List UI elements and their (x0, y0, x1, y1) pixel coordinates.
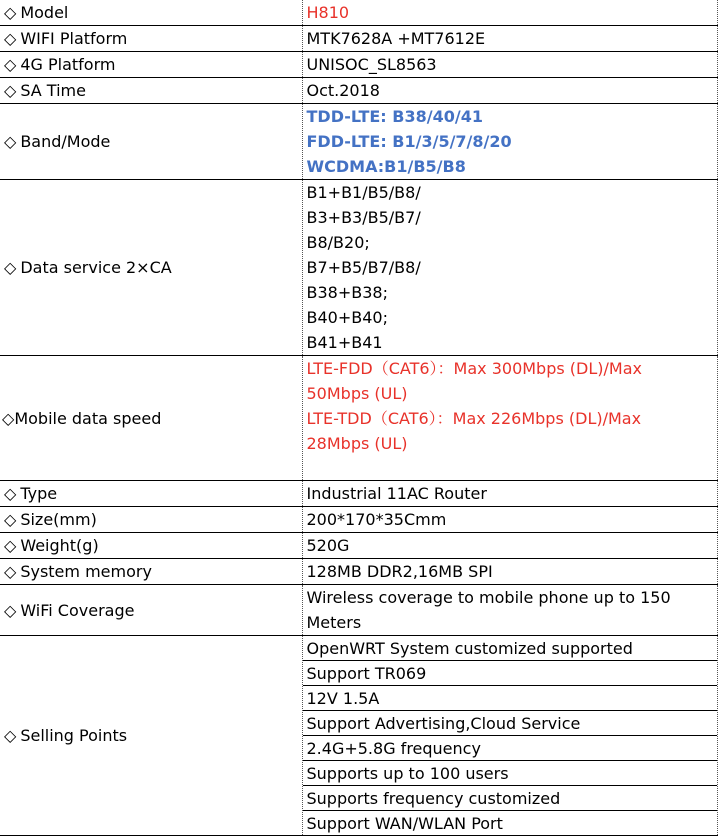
coverage-line: Meters (306, 613, 362, 632)
row-weight (0, 533, 717, 559)
4g-platform-value: UNISOC_SL8563 (302, 52, 717, 78)
sa-time-label: SA Time (20, 81, 86, 100)
ca-line: B41+B41 (306, 333, 383, 352)
model-value: H810 (302, 0, 717, 26)
ca-line: B8/B20; (306, 233, 370, 252)
4g-platform-label: 4G Platform (20, 55, 116, 74)
diamond-bullet-icon: ◇ (4, 258, 17, 277)
band-line: FDD-LTE: B1/3/5/7/8/20 (306, 132, 512, 151)
band-line: WCDMA:B1/B5/B8 (306, 157, 466, 176)
ca-line: B7+B5/B7/B8/ (306, 258, 421, 277)
speed-line: 50Mbps (UL) (306, 384, 408, 403)
ca-line: B1+B1/B5/B8/ (306, 183, 421, 202)
ca-line: B40+B40; (306, 308, 388, 327)
coverage-line: Wireless coverage to mobile phone up to 150 (306, 588, 671, 607)
diamond-bullet-icon: ◇ (4, 484, 17, 503)
row-sa-time (0, 78, 717, 104)
row-wifi-platform (0, 26, 717, 52)
diamond-bullet-icon: ◇ (4, 81, 17, 100)
type-label: Type (20, 484, 58, 503)
row-selling-points (0, 636, 717, 836)
speed-line: LTE-TDD（CAT6）：Max 226Mbps (DL)/Max (306, 409, 642, 428)
mobile-speed-value (302, 356, 717, 481)
speed-line: LTE-FDD（CAT6）：Max 300Mbps (DL)/Max (306, 359, 642, 378)
size-label: Size(mm) (20, 510, 97, 529)
selling-point: Supports frequency customized (303, 786, 717, 811)
system-memory-value: 128MB DDR2,16MB SPI (302, 559, 717, 585)
diamond-bullet-icon: ◇ (4, 29, 17, 48)
row-system-memory (0, 559, 717, 585)
mobile-speed-label: Mobile data speed (14, 408, 162, 428)
wifi-platform-label: WIFI Platform (20, 29, 128, 48)
wifi-platform-value: MTK7628A +MT7612E (302, 26, 717, 52)
diamond-bullet-icon: ◇ (4, 55, 17, 74)
selling-point: Support WAN/WLAN Port (306, 814, 503, 833)
row-band-mode (0, 104, 717, 180)
type-value: Industrial 11AC Router (302, 481, 717, 507)
system-memory-label: System memory (20, 562, 152, 581)
ca-line: B3+B3/B5/B7/ (306, 208, 421, 227)
ca-line: B38+B38; (306, 283, 388, 302)
row-model (0, 0, 717, 26)
band-mode-label: Band/Mode (20, 132, 111, 151)
selling-point: Support TR069 (303, 661, 717, 686)
weight-value: 520G (302, 533, 717, 559)
speed-line: 28Mbps (UL) (306, 434, 408, 453)
selling-point: Supports up to 100 users (303, 761, 717, 786)
data-service-label: Data service 2×CA (20, 258, 172, 277)
selling-point: OpenWRT System customized supported (303, 636, 717, 661)
row-4g-platform (0, 52, 717, 78)
diamond-bullet-icon: ◇ (4, 132, 17, 151)
wifi-coverage-label: WiFi Coverage (20, 600, 135, 620)
selling-points-label: Selling Points (20, 726, 128, 745)
sa-time-value: Oct.2018 (302, 78, 717, 104)
diamond-bullet-icon: ◇ (4, 726, 17, 745)
data-service-value (302, 180, 717, 356)
selling-point: 12V 1.5A (303, 686, 717, 711)
diamond-bullet-icon: ◇ (4, 510, 17, 529)
row-wifi-coverage (0, 585, 717, 636)
model-label: Model (20, 3, 69, 22)
band-mode-value (302, 104, 717, 180)
selling-points-value (302, 636, 717, 836)
row-type (0, 481, 717, 507)
diamond-bullet-icon: ◇ (4, 536, 17, 555)
row-mobile-speed (0, 356, 717, 481)
row-size (0, 507, 717, 533)
selling-point: Support Advertising,Cloud Service (303, 711, 717, 736)
label-cell (0, 0, 302, 26)
band-line: TDD-LTE: B38/40/41 (306, 107, 483, 126)
diamond-bullet-icon: ◇ (2, 408, 15, 428)
wifi-coverage-value (302, 585, 717, 636)
diamond-bullet-icon: ◇ (4, 600, 17, 620)
row-data-service (0, 180, 717, 356)
selling-point: 2.4G+5.8G frequency (303, 736, 717, 761)
diamond-bullet-icon: ◇ (4, 3, 17, 22)
diamond-bullet-icon: ◇ (4, 562, 17, 581)
size-value: 200*170*35Cmm (302, 507, 717, 533)
weight-label: Weight(g) (20, 536, 99, 555)
